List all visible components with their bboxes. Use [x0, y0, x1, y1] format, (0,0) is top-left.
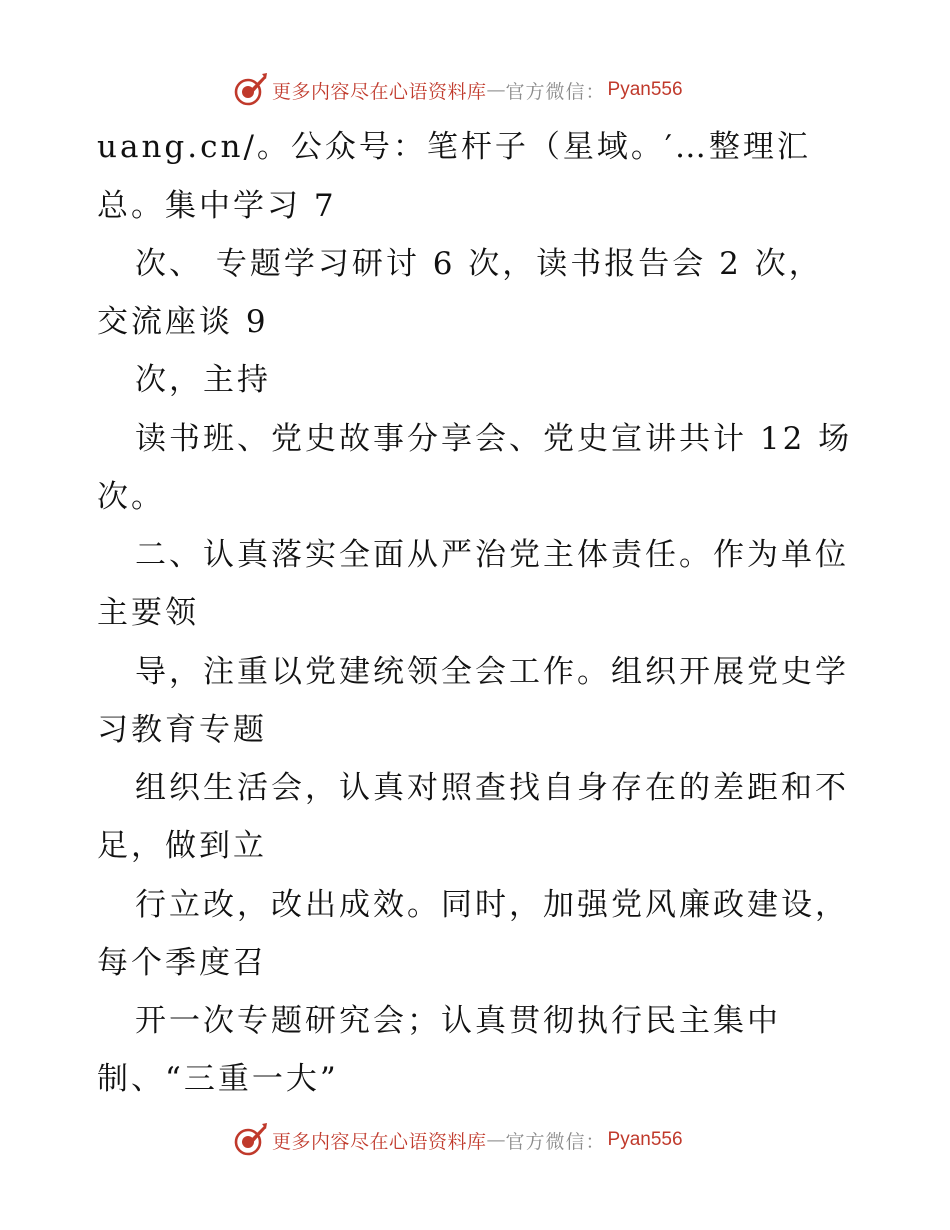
- watermark-official-label: 官方微信：: [505, 1130, 606, 1153]
- text-line: 每个季度召: [97, 945, 267, 981]
- text-line: 行立改，改出成效。同时，加强党风廉政建设，: [135, 887, 849, 923]
- text-line: 总。集中学习 7: [97, 188, 337, 224]
- watermark-wechat-id: Pyan556: [607, 79, 683, 100]
- text-line: 次、 专题学习研讨 6 次，读书报告会 2 次，: [135, 246, 823, 282]
- text-line: 二、认真落实全面从严治党主体责任。作为单位: [135, 537, 849, 573]
- watermark-footer: [232, 1120, 683, 1160]
- watermark-dash: —: [486, 1129, 506, 1151]
- watermark-wechat-id: Pyan556: [607, 1129, 683, 1150]
- text-line: 主要领: [97, 595, 199, 631]
- text-line: 足，做到立: [97, 828, 267, 864]
- watermark-text: 更多内容尽在心语资料库: [272, 80, 487, 103]
- text-line: 组织生活会，认真对照查找自身存在的差距和不: [135, 770, 849, 806]
- text-line: 次，主持: [135, 362, 271, 398]
- text-line: 习教育专题: [97, 712, 267, 748]
- watermark-dash: —: [486, 79, 506, 101]
- text-line: 次。: [97, 479, 165, 515]
- text-line: 制、“三重一大”: [97, 1061, 339, 1097]
- watermark-header: [232, 70, 683, 110]
- watermark-text: 更多内容尽在心语资料库: [272, 1130, 487, 1153]
- text-line: 导，注重以党建统领全会工作。组织开展党史学: [135, 654, 849, 690]
- text-line: 开一次专题研究会；认真贯彻执行民主集中: [135, 1003, 781, 1039]
- text-line: 读书班、党史故事分享会、党史宣讲共计 12 场: [135, 421, 853, 457]
- quill-logo-icon: [232, 72, 268, 108]
- quill-logo-icon: [232, 1122, 268, 1158]
- text-line: 交流座谈 9: [97, 304, 269, 340]
- watermark-official-label: 官方微信：: [505, 80, 606, 103]
- text-line: uang.cn/。公众号：笔杆子（星域。′…整理汇: [97, 129, 811, 165]
